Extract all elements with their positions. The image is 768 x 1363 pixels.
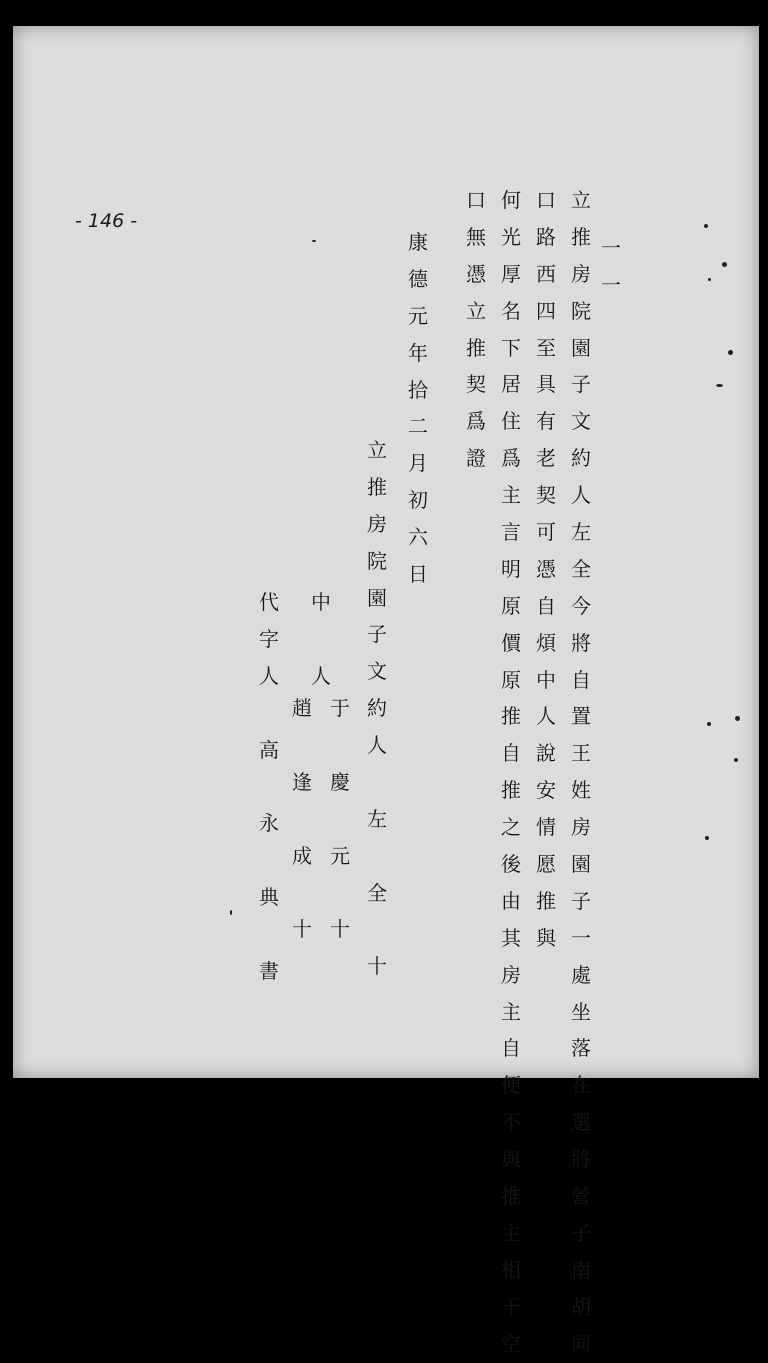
speck [735,716,740,721]
speck [708,278,711,281]
signature-scribe: 代 字 人 高 永 典 書 [259,590,279,983]
speck [716,384,723,387]
speck [705,836,709,840]
speck [704,224,708,228]
speck [722,262,727,267]
speck [734,758,738,762]
speck [312,240,316,242]
body-line-2: 口 路 西 四 至 具 有 老 契 可 憑 自 煩 中 人 說 安 情 愿 推 與 [536,188,556,950]
speck [707,722,711,726]
body-line-1: 立 推 房 院 園 子 文 約 人 左 全 今 將 自 置 王 姓 房 園 子 一 處 坐 落 在 選 將 營 子 南 胡 同 [571,188,591,1356]
signature-middleman-1: 于 慶 元 十 [330,696,350,942]
signature-middleman-2: 趙 逢 成 十 [292,696,312,942]
doc-number: 一 一 [601,236,621,297]
body-line-4: 口 無 憑 立 推 契 爲 證 [466,188,486,471]
body-line-3: 何 光 厚 名 下 居 住 爲 主 言 明 原 價 原 推 自 推 之 後 由 其 房 主 自 便 不 與 推 主 相 干 空 [501,188,521,1356]
speck [230,910,232,915]
page-number-mark: - 146 - [75,210,138,232]
signature-grantor: 立 推 房 院 園 子 文 約 人 左 全 十 [367,438,387,979]
date-line: 康 德 元 年 拾 二 月 初 六 日 [408,230,428,587]
middleman-label: 中 人 [311,590,331,688]
speck [728,350,733,355]
